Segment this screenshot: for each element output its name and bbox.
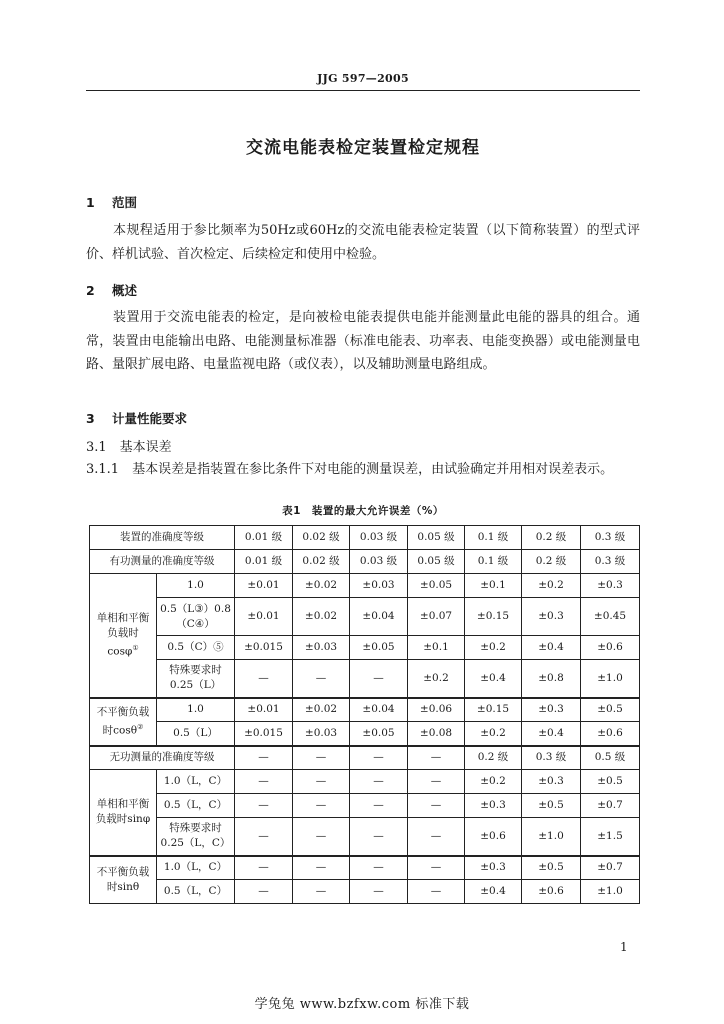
factor-cell: 1.0（L，C） — [157, 770, 235, 794]
factor-cell: 1.0（L，C） — [157, 856, 235, 880]
value-cell: ±0.3 — [522, 770, 581, 794]
section-3-heading — [86, 409, 187, 427]
section-2-heading — [86, 281, 137, 299]
factor-cell: 0.5（L，C） — [157, 794, 235, 818]
table-row — [90, 636, 640, 660]
value-cell: ±0.01 — [235, 698, 293, 722]
table-caption: 表1 装置的最大允许误差（%） — [282, 505, 444, 517]
grade-cell: 0.2 级 — [465, 746, 522, 770]
value-cell: ±0.5 — [522, 856, 581, 880]
value-cell: ±0.07 — [408, 598, 465, 636]
value-cell: — — [350, 794, 408, 818]
grade-cell: 0.03 级 — [350, 550, 408, 574]
table-row — [90, 794, 640, 818]
value-cell: ±0.3 — [581, 574, 640, 598]
value-cell: ±0.15 — [465, 698, 522, 722]
grade-cell: — — [408, 746, 465, 770]
value-cell: — — [235, 880, 293, 904]
value-cell: — — [235, 856, 293, 880]
value-cell: — — [293, 794, 350, 818]
group-label-unbalanced-reactive: 不平衡负载时sinθ — [90, 856, 157, 904]
table-row — [90, 770, 640, 794]
value-cell: — — [408, 770, 465, 794]
group-label-single-reactive: 单相和平衡负载时sinφ — [90, 770, 157, 856]
value-cell: — — [235, 818, 293, 856]
table-row — [90, 818, 640, 856]
factor-cell: 0.5（L③）0.8（C④） — [157, 598, 235, 636]
value-cell: ±0.3 — [522, 598, 581, 636]
value-cell: ±0.02 — [293, 574, 350, 598]
group-label-unbalanced-active: 不平衡负载时cosθ② — [90, 698, 157, 746]
table-body — [90, 526, 640, 904]
value-cell: ±0.1 — [465, 574, 522, 598]
grade-cell: 0.1 级 — [465, 550, 522, 574]
value-cell: ±0.02 — [293, 698, 350, 722]
section-3-number: 3 — [86, 411, 95, 426]
grade-cell: 0.01 级 — [235, 550, 293, 574]
value-cell: — — [350, 660, 408, 698]
subsection-3-1-1: 3.1.1 基本误差是指装置在参比条件下对电能的测量误差，由试验确定并用相对误差表示。 — [86, 462, 614, 477]
value-cell: — — [235, 794, 293, 818]
header-label: 无功测量的准确度等级 — [90, 746, 235, 770]
value-cell: ±0.04 — [350, 598, 408, 636]
value-cell: ±0.3 — [465, 794, 522, 818]
value-cell: ±0.01 — [235, 598, 293, 636]
value-cell: — — [408, 794, 465, 818]
value-cell: ±0.5 — [581, 698, 640, 722]
grade-cell: 0.01 级 — [235, 526, 293, 550]
value-cell: ±0.4 — [465, 660, 522, 698]
value-cell: ±0.2 — [465, 636, 522, 660]
value-cell: ±0.6 — [581, 722, 640, 746]
grade-cell: 0.3 级 — [581, 550, 640, 574]
document-title: 交流电能表检定装置检定规程 — [246, 138, 480, 158]
value-cell: ±0.01 — [235, 574, 293, 598]
value-cell: ±0.05 — [408, 574, 465, 598]
section-2-title: 概述 — [112, 283, 138, 298]
value-cell: ±0.45 — [581, 598, 640, 636]
scope-paragraph: 本规程适用于参比频率为50Hz或60Hz的交流电能表检定装置（以下简称装置）的型式评价、样机试验、首次检定、后续检定和使用中检验。 — [86, 223, 640, 262]
overview-paragraph: 装置用于交流电能表的检定，是向被检电能表提供电能并能测量此电能的器具的组合。通常，装置由电能输出电路、电能测量标准器（标准电能表、功率表、电能变换器）或电能测量电路、量限扩展电路、电量监视电路（或仪表），以及辅助测量电路组成。 — [86, 310, 640, 372]
value-cell: ±0.04 — [350, 698, 408, 722]
value-cell: ±1.0 — [522, 818, 581, 856]
value-cell: ±0.05 — [350, 722, 408, 746]
table-row — [90, 698, 640, 722]
value-cell: ±0.03 — [293, 722, 350, 746]
value-cell: ±0.5 — [522, 794, 581, 818]
section-1-number: 1 — [86, 195, 95, 210]
value-cell: — — [408, 856, 465, 880]
value-cell: — — [408, 880, 465, 904]
value-cell: — — [235, 660, 293, 698]
value-cell: — — [408, 818, 465, 856]
value-cell: ±0.6 — [465, 818, 522, 856]
value-cell: ±0.2 — [408, 660, 465, 698]
value-cell: — — [350, 818, 408, 856]
value-cell: — — [293, 660, 350, 698]
error-limit-table — [89, 525, 640, 904]
factor-cell: 0.5（L） — [157, 722, 235, 746]
value-cell: ±0.015 — [235, 722, 293, 746]
table-row — [90, 856, 640, 880]
grade-cell: 0.5 级 — [581, 746, 640, 770]
value-cell: ±1.0 — [581, 660, 640, 698]
factor-cell: 0.5（L，C） — [157, 880, 235, 904]
factor-cell: 0.5（C）⑤ — [157, 636, 235, 660]
grade-cell: 0.02 级 — [293, 550, 350, 574]
value-cell: ±0.02 — [293, 598, 350, 636]
group-label-single-active: 单相和平衡负载时cosφ① — [90, 574, 157, 698]
value-cell: ±1.5 — [581, 818, 640, 856]
value-cell: — — [293, 880, 350, 904]
value-cell: — — [293, 856, 350, 880]
grade-cell: 0.1 级 — [465, 526, 522, 550]
value-cell: ±0.03 — [293, 636, 350, 660]
factor-cell: 1.0 — [157, 574, 235, 598]
table-row — [90, 660, 640, 698]
section-1-title: 范围 — [112, 195, 138, 210]
value-cell: ±0.2 — [465, 722, 522, 746]
subsection-3-1: 3.1 基本误差 — [86, 440, 172, 455]
value-cell: ±0.15 — [465, 598, 522, 636]
value-cell: ±0.08 — [408, 722, 465, 746]
factor-cell: 特殊要求时 0.25（L） — [157, 660, 235, 698]
value-cell: ±0.6 — [522, 880, 581, 904]
value-cell: ±0.8 — [522, 660, 581, 698]
header-label: 有功测量的准确度等级 — [90, 550, 235, 574]
grade-cell: — — [293, 746, 350, 770]
factor-cell: 1.0 — [157, 698, 235, 722]
section-3-title: 计量性能要求 — [112, 411, 188, 426]
table-row — [90, 574, 640, 598]
grade-cell: 0.02 级 — [293, 526, 350, 550]
grade-cell: 0.05 级 — [408, 550, 465, 574]
value-cell: ±0.4 — [522, 722, 581, 746]
section-1-heading — [86, 193, 137, 211]
value-cell: — — [350, 880, 408, 904]
value-cell: ±0.06 — [408, 698, 465, 722]
value-cell: — — [350, 770, 408, 794]
value-cell: ±1.0 — [581, 880, 640, 904]
header-row-reactive — [90, 746, 640, 770]
table-row — [90, 722, 640, 746]
grade-cell: — — [350, 746, 408, 770]
grade-cell: 0.3 级 — [522, 746, 581, 770]
value-cell: — — [293, 818, 350, 856]
header-row-accuracy — [90, 526, 640, 550]
page-number: 1 — [620, 940, 628, 954]
value-cell: — — [235, 770, 293, 794]
table-row — [90, 598, 640, 636]
table-row — [90, 880, 640, 904]
grade-cell: 0.05 级 — [408, 526, 465, 550]
value-cell: ±0.05 — [350, 636, 408, 660]
grade-cell: 0.3 级 — [581, 526, 640, 550]
value-cell: ±0.5 — [581, 770, 640, 794]
grade-cell: 0.2 级 — [522, 550, 581, 574]
value-cell: ±0.7 — [581, 856, 640, 880]
value-cell: ±0.4 — [465, 880, 522, 904]
grade-cell: — — [235, 746, 293, 770]
value-cell: ±0.1 — [408, 636, 465, 660]
value-cell: — — [350, 856, 408, 880]
value-cell: ±0.3 — [522, 698, 581, 722]
header-label: 装置的准确度等级 — [90, 526, 235, 550]
value-cell: ±0.7 — [581, 794, 640, 818]
header-rule — [86, 90, 640, 91]
value-cell: ±0.6 — [581, 636, 640, 660]
section-2-number: 2 — [86, 283, 95, 298]
header-row-active — [90, 550, 640, 574]
value-cell: ±0.2 — [465, 770, 522, 794]
value-cell: ±0.03 — [350, 574, 408, 598]
value-cell: ±0.4 — [522, 636, 581, 660]
grade-cell: 0.03 级 — [350, 526, 408, 550]
value-cell: ±0.2 — [522, 574, 581, 598]
value-cell: — — [293, 770, 350, 794]
value-cell: ±0.3 — [465, 856, 522, 880]
download-site-footer: 学兔兔 www.bzfxw.com 标准下载 — [254, 997, 470, 1012]
factor-cell: 特殊要求时 0.25（L，C） — [157, 818, 235, 856]
grade-cell: 0.2 级 — [522, 526, 581, 550]
value-cell: ±0.015 — [235, 636, 293, 660]
standard-code-header: JJG 597—2005 — [317, 72, 409, 85]
